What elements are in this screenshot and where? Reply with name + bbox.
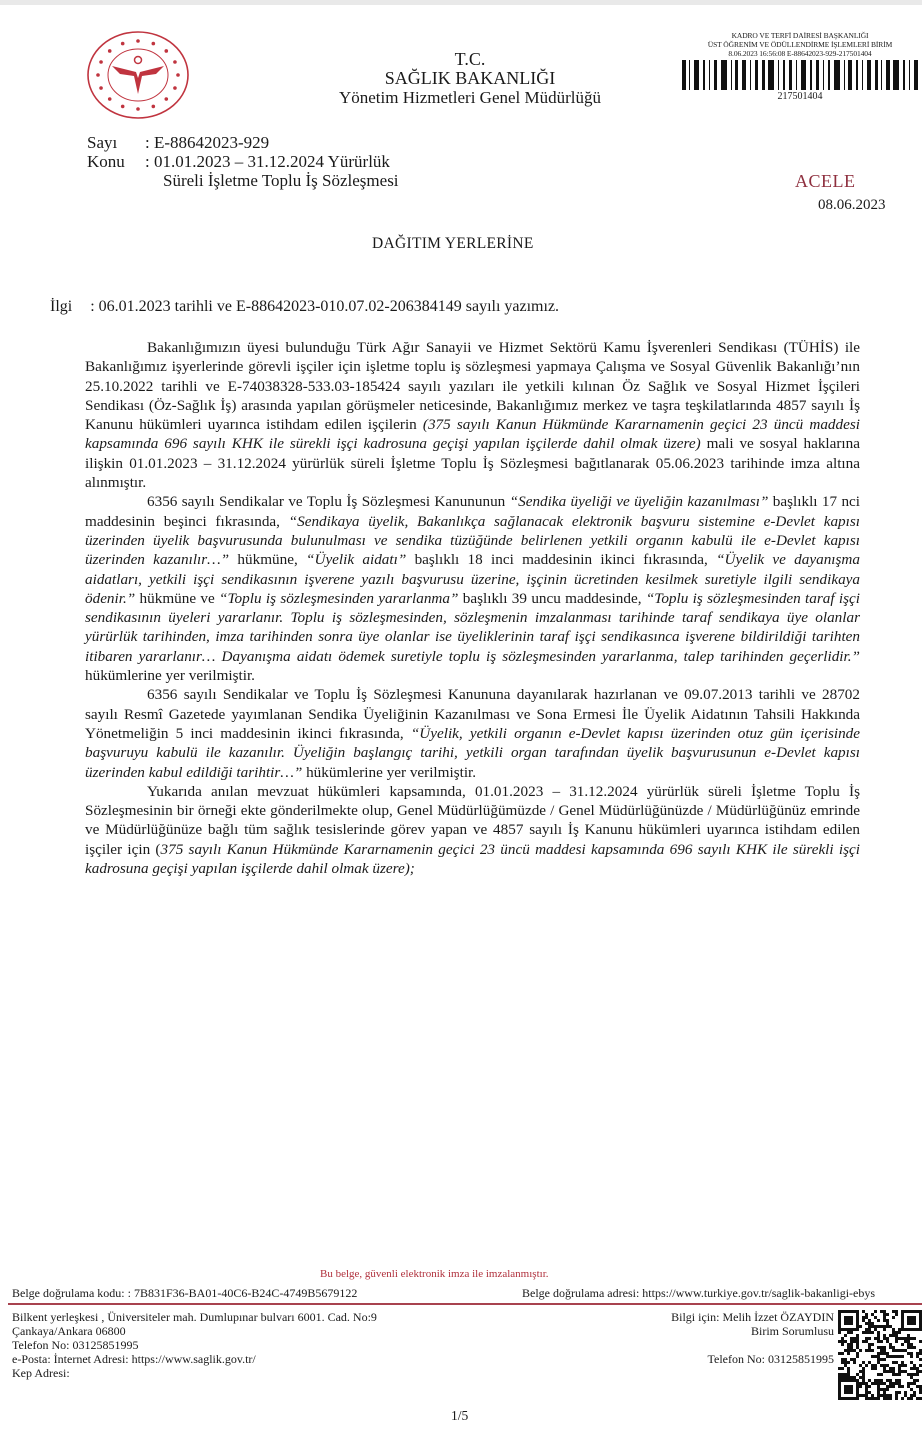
address-city: Çankaya/Ankara 06800 bbox=[12, 1324, 126, 1338]
ministry-seal-icon bbox=[86, 30, 190, 120]
seal-star bbox=[173, 86, 177, 90]
barcode-bar bbox=[816, 60, 820, 90]
quoted-text: “Toplu iş sözleşmesinden taraf işçi sendikasının üyeleri yararlanır. Toplu iş sözleşmesinden, sözleşmenin imzalanması tarihinde taraf sendikaya üye olanlar yürürlük tarihinden, imza tarihinden sonra üye olanlar ise üyeliklerinin taraf işçi sendikasınca işverene bildirildiği tarihten itibaren yararlanır… Dayanışma aidatı ödemek suretiyle toplu iş sözleşmesinden yararlanma, talep tarihinden geçerlidir.” bbox=[85, 589, 861, 665]
barcode-bar bbox=[694, 60, 699, 90]
qr-code-icon bbox=[837, 1309, 922, 1401]
top-border bbox=[0, 0, 922, 5]
barcode-bar bbox=[796, 60, 797, 90]
seal-star bbox=[121, 105, 125, 109]
barcode-bar bbox=[750, 60, 751, 90]
barcode-bar bbox=[893, 60, 899, 90]
konu-value-cont: Süreli İşletme Toplu İş Sözleşmesi bbox=[163, 171, 399, 190]
body-paragraph bbox=[85, 685, 860, 781]
paragraph-text: Bakanlığımızın üyesi bulunduğu Türk Ağır Sanayii ve Hizmet Sektörü Kamu İşverenleri Sendikası (TÜHİS) ile Bakanlığımız işyerlerinde görevli işçiler için işletme toplu iş sözleşmesi yapmaya Çalışma ve Sosyal Güvenlik Bakanlığı’nın 25.10.2022 tarihli ve E-74038328-533.03-185424 sayılı yazıları ile yetkili kılınan Öz Sağlık ve Sosyal Hizmet İşçileri Sendikası (Öz-Sağlık İş) arasında yapılan görüşmeler neticesinde, Bakanlığımız merkez ve taşra teşkilatlarında 4857 sayılı İş Kanunu hükümleri uyarınca istihdam edilen işçilerin bbox=[85, 339, 860, 434]
quoted-text: “Üyelik, yetkili organın e-Devlet kapısı üzerinden otuz gün içerisinde başvuruyu kabulü ile kazanılır. Üyeliğin başlangıç tarihi, yetkili organ tarafından üyelik başvurusunun e-Devlet kapısı üzerinden kabul edildiği tarihtir…” bbox=[85, 724, 861, 781]
quoted-text: “Sendika üyeliği ve üyeliğin kazanılması” bbox=[509, 493, 769, 511]
body-paragraph bbox=[85, 338, 860, 492]
paragraph-text: başlıklı 39 uncu maddesinde, bbox=[458, 589, 646, 607]
barcode-bar bbox=[742, 60, 747, 90]
paragraph-text: hükümlerine yer verilmiştir. bbox=[302, 763, 477, 781]
barcode-bar bbox=[689, 60, 690, 90]
barcode-bar bbox=[709, 60, 710, 90]
barcode-number: 217501404 bbox=[777, 91, 823, 102]
barcode-timestamp: 8.06.2023 16:56:08 E-88642023-929-217501404 bbox=[728, 49, 872, 58]
barcode-bar bbox=[875, 60, 877, 90]
barcode-bar bbox=[703, 60, 705, 90]
letterhead bbox=[260, 50, 680, 107]
paragraph-text: başlıklı 17 nci maddesinin beşinci fıkrasında, bbox=[85, 493, 860, 530]
konu-value: : 01.01.2023 – 31.12.2024 Yürürlük bbox=[145, 152, 390, 171]
address-line: Bilkent yerleşkesi , Üniversiteler mah. Dumlupınar bulvarı 6001. Cad. No:9 bbox=[12, 1310, 377, 1324]
verification-code: Belge doğrulama kodu: : 7B831F36-BA01-40C6-B24C-4749B5679122 bbox=[12, 1286, 358, 1300]
contact-name: Bilgi için: Melih İzzet ÖZAYDIN bbox=[671, 1310, 834, 1324]
paragraph-text: 6356 sayılı Sendikalar ve Toplu İş Sözleşmesi Kanununun bbox=[147, 493, 510, 511]
recipient-heading: DAĞITIM YERLERİNE bbox=[372, 235, 534, 252]
barcode-icon bbox=[682, 60, 918, 90]
barcode-bar bbox=[909, 60, 910, 90]
barcode-dept: KADRO VE TERFİ DAİRESİ BAŞKANLIĞI bbox=[731, 31, 869, 40]
body-paragraph bbox=[85, 782, 860, 878]
barcode-bar bbox=[844, 60, 845, 90]
ministry-name: SAĞLIK BAKANLIĞI bbox=[384, 68, 556, 88]
paragraph-text: Yukarıda anılan mevzuat hükümleri kapsamında, 01.01.2023 – 31.12.2024 yürürlük süreli İşletme Toplu İş Sözleşmesinin bir örneği ekte gönderilmekte olup, Genel Müdürlüğümüzde / Genel Müdürlüğünüzde / Müdürlüğünüz emrinde ve Müdürlüğünüze bağlı tüm sağlık tesislerinde görev yapan ve 4857 sayılı İş Kanunu hükümleri uyarınca istihdam edilen işçiler için ( bbox=[85, 782, 860, 858]
barcode-bar bbox=[755, 60, 759, 90]
barcode-unit: ÜST ÖĞRENİM VE ÖDÜLLENDİRME İŞLEMLERİ BİRİM bbox=[707, 40, 893, 49]
barcode-bar bbox=[714, 60, 718, 90]
barcode-bar bbox=[881, 60, 882, 90]
barcode-bar bbox=[768, 60, 774, 90]
page-number: 1/5 bbox=[451, 1408, 469, 1423]
letter-body bbox=[85, 338, 860, 878]
document-meta bbox=[87, 133, 399, 190]
seal-star bbox=[164, 97, 168, 101]
e-signature-note: Bu belge, güvenli elektronik imza ile imzalanmıştır. bbox=[320, 1268, 549, 1280]
barcode-bar bbox=[834, 60, 840, 90]
barcode-bar bbox=[762, 60, 764, 90]
seal-star bbox=[96, 73, 100, 77]
barcode-bar bbox=[903, 60, 905, 90]
barcode-bar bbox=[731, 60, 732, 90]
seal-star bbox=[108, 49, 112, 53]
priority-badge: ACELE bbox=[795, 171, 856, 191]
quoted-text: “Üyelik ve dayanışma aidatları, yetkili işçi sendikasının işverene yazılı başvurusu üzerine, işçinin ücretinden kesilmek suretiyle ilgili sendikaya ödenir.” bbox=[85, 551, 860, 607]
seal-star bbox=[136, 107, 140, 111]
konu-label: Konu bbox=[87, 152, 125, 171]
quoted-text: “Üyelik aidatı” bbox=[306, 551, 407, 569]
barcode-bar bbox=[682, 60, 686, 90]
phone-number: Telefon No: 03125851995 bbox=[12, 1338, 139, 1352]
directorate-name: Yönetim Hizmetleri Genel Müdürlüğü bbox=[338, 88, 602, 107]
paragraph-text: başlıklı 18 inci maddesinin ikinci fıkrasında, bbox=[406, 551, 717, 569]
barcode-bar bbox=[856, 60, 858, 90]
barcode-bar bbox=[783, 60, 785, 90]
verification-row bbox=[12, 1286, 922, 1301]
barcode-bar bbox=[721, 60, 727, 90]
ilgi-value: : 06.01.2023 tarihli ve E-88642023-010.07.02-206384149 sayılı yazımız. bbox=[90, 298, 560, 315]
paragraph-text: mali ve sosyal haklarına ilişkin 01.01.2023 – 31.12.2024 yürürlük süreli İşletme Toplu İş Sözleşmesi bağıtlanarak 05.06.2023 tarihinde imza altına alınmıştır. bbox=[85, 435, 860, 492]
barcode-bar bbox=[789, 60, 793, 90]
country-label: T.C. bbox=[454, 49, 486, 69]
verification-address-link[interactable]: Belge doğrulama adresi: https://www.turkiye.gov.tr/saglik-bakanligi-ebys bbox=[522, 1286, 876, 1300]
paragraph-text: hükümlerine yer verilmiştir. bbox=[85, 667, 255, 685]
barcode-bar bbox=[867, 60, 872, 90]
quoted-text: “Sendikaya üyelik, Bakanlıkça sağlanacak elektronik başvuru sistemine e-Devlet kapısı üzerinden üyelik başvurusunda bulunulması ve sendika tüzüğünde belirlenen yetkili organın kabulü ile e-Devlet kapısı üzerinden kazanılır…” bbox=[85, 512, 860, 569]
barcode-bar bbox=[914, 60, 918, 90]
footer-divider bbox=[8, 1303, 922, 1305]
kep-address: Kep Adresi: bbox=[12, 1366, 70, 1380]
barcode-bar bbox=[778, 60, 779, 90]
seal-star bbox=[136, 39, 140, 43]
seal-star bbox=[121, 42, 125, 46]
paragraph-text: hükmüne, bbox=[229, 551, 307, 569]
barcode-bar bbox=[823, 60, 824, 90]
sayi-value: : E-88642023-929 bbox=[145, 133, 270, 152]
barcode-bar bbox=[862, 60, 863, 90]
seal-star bbox=[173, 60, 177, 64]
barcode-bar bbox=[735, 60, 737, 90]
contact-title: Birim Sorumlusu bbox=[750, 1324, 834, 1338]
email-website-link[interactable]: e-Posta: İnternet Adresi: https://www.saglik.gov.tr/ bbox=[12, 1352, 256, 1366]
barcode-bar bbox=[848, 60, 852, 90]
contact-phone: Telefon No: 03125851995 bbox=[707, 1352, 834, 1366]
seal-star bbox=[99, 60, 103, 64]
ministry-address bbox=[12, 1310, 377, 1380]
seal-star bbox=[108, 97, 112, 101]
seal-star bbox=[152, 42, 156, 46]
barcode-bar bbox=[801, 60, 806, 90]
reference-line bbox=[50, 298, 559, 316]
paragraph-text: hükmüne ve bbox=[135, 589, 220, 607]
paragraph-text: 6356 sayılı Sendikalar ve Toplu İş Sözleşmesi Kanununa dayanılarak hazırlanan ve 09.07.2013 tarihli ve 28702 sayılı Resmî Gazetede yayımlanan Sendika Üyeliğinin Kazanılması ve Sona Ermesi İle Üyelik Aidatının Tahsili Hakkında Yönetmeliğin 5 inci maddesinin ikinci fıkrasında, bbox=[85, 686, 860, 742]
barcode-bar bbox=[828, 60, 830, 90]
ilgi-label: İlgi bbox=[50, 298, 73, 315]
seal-star bbox=[164, 49, 168, 53]
quoted-text: (375 sayılı Kanun Hükmünde Kararnamenin geçici 23 üncü maddesi kapsamında 696 sayılı KHK ile sürekli işçi kadrosuna geçişi yapılan işçilerde dahil olmak üzere) bbox=[85, 416, 860, 453]
sayi-label: Sayı bbox=[87, 133, 118, 152]
document-date: 08.06.2023 bbox=[818, 197, 886, 213]
quoted-text: “Toplu iş sözleşmesinden yararlanma” bbox=[219, 589, 459, 607]
info-contact bbox=[671, 1310, 834, 1366]
body-paragraph bbox=[85, 492, 860, 685]
quoted-text: 375 sayılı Kanun Hükmünde Kararnamenin geçici 23 üncü maddesi kapsamında 696 sayılı KHK ile sürekli işçi kadrosuna geçişi yapılan işçilerde dahil olmak üzere); bbox=[85, 840, 860, 878]
document-barcode bbox=[680, 31, 920, 102]
seal-star bbox=[99, 86, 103, 90]
seal-star bbox=[176, 73, 180, 77]
seal-star bbox=[152, 105, 156, 109]
barcode-bar bbox=[886, 60, 890, 90]
barcode-bar bbox=[810, 60, 812, 90]
